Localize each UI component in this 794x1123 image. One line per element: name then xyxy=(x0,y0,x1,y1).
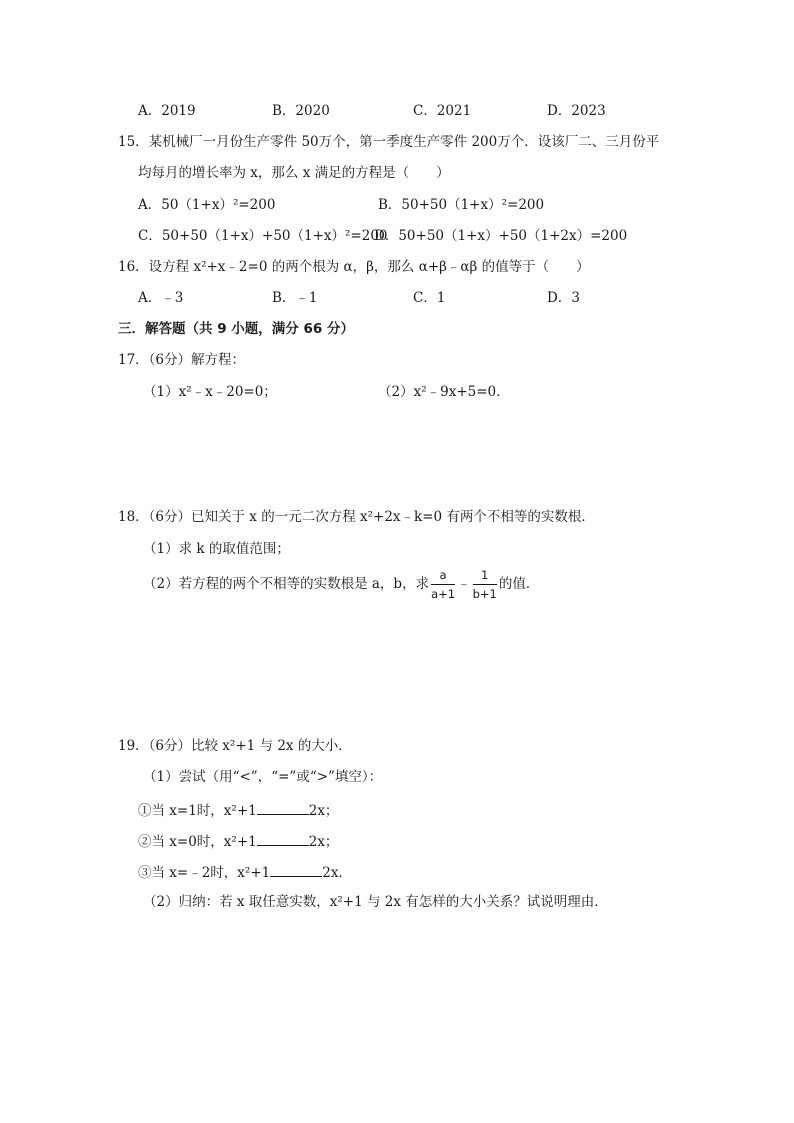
q16-option-a: A．﹣3 xyxy=(138,290,184,306)
fraction-a-over-a-plus-1 xyxy=(431,568,455,601)
fraction-1-over-b-plus-1 xyxy=(473,568,497,601)
answer-blank[interactable] xyxy=(257,802,309,815)
q18-part2-suffix: 的值． xyxy=(498,576,540,592)
q14-option-c: C．2021 xyxy=(413,103,472,119)
q17-title: 17．（6分）解方程： xyxy=(118,352,246,368)
q16-stem: 16．设方程 x²+x﹣2=0 的两个根为 α，β，那么 α+β﹣αβ 的值等于（ ） xyxy=(118,259,590,275)
q17-part1: （1）x²﹣x﹣20=0； xyxy=(143,384,277,400)
q15-option-a: A．50（1+x）²=200 xyxy=(138,197,276,213)
fraction-numerator: a xyxy=(431,568,455,585)
q15-stem-line1: 15．某机械厂一月份生产零件 50万个，第一季度生产零件 200万个．设该厂二、三月份平 xyxy=(118,134,660,150)
q15-option-b: B．50+50（1+x）²=200 xyxy=(378,197,545,213)
q19-item2-prefix: ②当 x=0时，x²+1 xyxy=(138,834,257,850)
answer-blank[interactable] xyxy=(257,833,309,846)
q19-item2-suffix: 2x； xyxy=(308,834,339,850)
section-heading: 三．解答题（共 9 小题，满分 66 分） xyxy=(118,321,354,337)
fraction-denominator: b+1 xyxy=(472,587,497,601)
q19-item1-prefix: ①当 x=1时，x²+1 xyxy=(138,803,257,819)
fraction-numerator: 1 xyxy=(473,568,497,585)
q15-option-d: D．50+50（1+x）+50（1+2x）=200 xyxy=(374,228,628,244)
fraction-denominator: a+1 xyxy=(431,587,456,601)
q15-option-c: C．50+50（1+x）+50（1+x）²=200 xyxy=(138,228,388,244)
q16-option-c: C．1 xyxy=(413,290,446,306)
q16-option-b: B．﹣1 xyxy=(272,290,318,306)
q15-stem-line2: 均每月的增长率为 x，那么 x 满足的方程是（ ） xyxy=(138,165,450,181)
q19-title: 19．（6分）比较 x²+1 与 2x 的大小． xyxy=(118,738,352,754)
q19-item3-prefix: ③当 x=﹣2时，x²+1 xyxy=(138,865,271,881)
q18-title: 18．（6分）已知关于 x 的一元二次方程 x²+2x﹣k=0 有两个不相等的实数根． xyxy=(118,509,595,525)
q14-option-d: D．2023 xyxy=(547,103,606,119)
q19-item3 xyxy=(138,864,352,881)
q14-option-a: A．2019 xyxy=(138,103,196,119)
q16-option-d: D．3 xyxy=(547,290,580,306)
q17-part2: （2）x²﹣9x+5=0． xyxy=(378,384,510,400)
minus-sign: ﹣ xyxy=(457,576,471,592)
q19-part1: （1）尝试（用“<”，“=”或“>”填空）： xyxy=(143,769,383,785)
q19-item1 xyxy=(138,802,338,819)
q18-part1: （1）求 k 的取值范围； xyxy=(143,541,290,557)
q14-option-b: B．2020 xyxy=(272,103,330,119)
q18-part2-prefix: （2）若方程的两个不相等的实数根是 a，b，求 xyxy=(143,576,430,592)
q19-item2 xyxy=(138,833,338,850)
q19-part2: （2）归纳：若 x 取任意实数，x²+1 与 2x 有怎样的大小关系？试说明理由． xyxy=(143,894,608,910)
answer-blank[interactable] xyxy=(270,864,322,877)
q19-item1-suffix: 2x； xyxy=(308,803,339,819)
q18-part2 xyxy=(143,568,539,601)
q19-item3-suffix: 2x． xyxy=(322,865,352,881)
